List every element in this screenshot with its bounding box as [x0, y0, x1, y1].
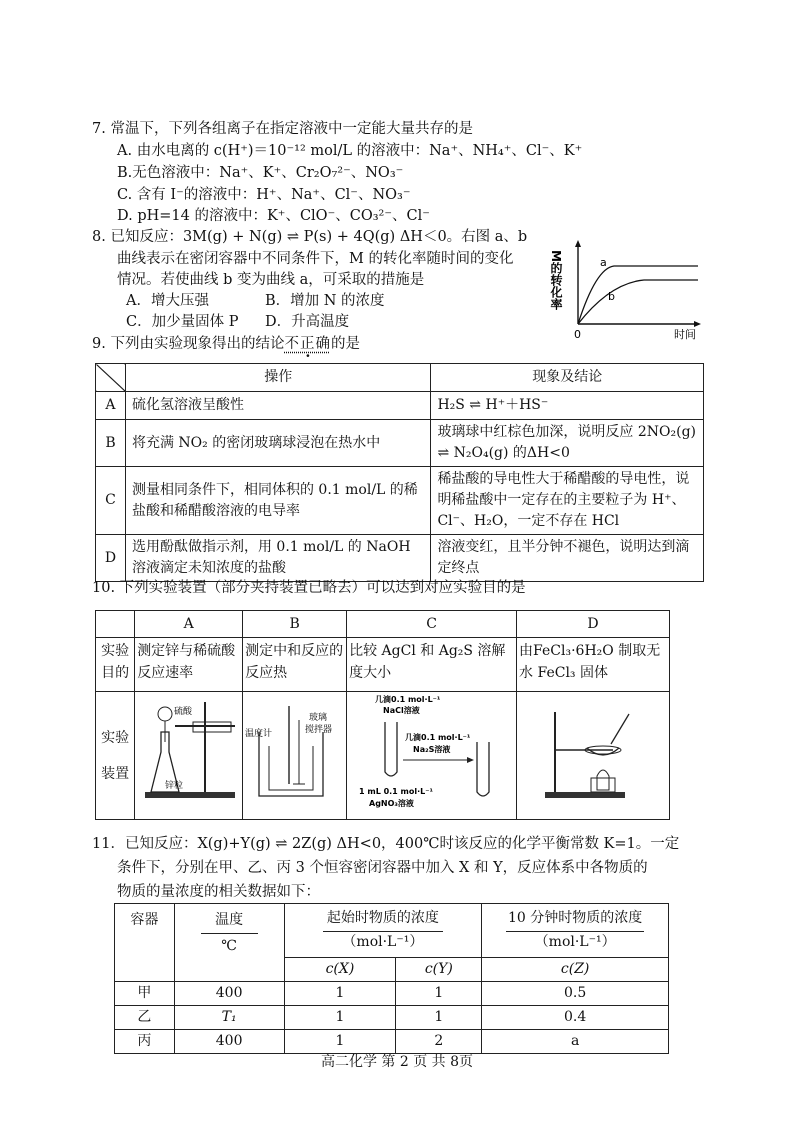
nacl-label-2: NaCl溶液: [383, 706, 420, 715]
q9-op-cell: 选用酚酞做指示剂，用 0.1 mol/L 的 NaOH 溶液滴定未知浓度的盐酸: [125, 535, 430, 582]
curve-b-label: b: [608, 290, 615, 303]
q9-op-cell: 将充满 NO₂ 的密闭玻璃球浸泡在热水中: [125, 420, 430, 467]
page-footer: 高二化学 第 2 页 共 8页: [320, 1054, 474, 1070]
q11-line2: 条件下，分别在甲、乙、丙 3 个恒容密闭容器中加入 X 和 Y，反应体系中各物质的: [117, 860, 648, 876]
q11-row-cz: 0.4: [482, 1006, 669, 1030]
q11-row-temp: 400: [174, 1030, 284, 1054]
q7-option-c: C. 含有 I⁻的溶液中：H⁺、Na⁺、Cl⁻、NO₃⁻: [117, 187, 411, 203]
q9-row-label: D: [96, 535, 126, 582]
q7-option-b: B.无色溶液中：Na⁺、K⁺、Cr₂O₇²⁻、NO₃⁻: [117, 165, 404, 181]
q11-table: [114, 903, 669, 1054]
q8-option-d: D．升高温度: [265, 314, 350, 330]
graph-origin: 0: [574, 328, 581, 341]
q11-row-cx: 1: [284, 1006, 396, 1030]
q11-h-init-unit: （mol·L⁻¹）: [323, 931, 444, 953]
q8-line2: 曲线表示在密闭容器中不同条件下，M 的转化率随时间的变化: [117, 251, 514, 267]
q11-h-temp-unit: ℃: [201, 933, 258, 957]
q11-h-cy: c(Y): [396, 958, 482, 982]
q11-line1: 11．已知反应：X(g)+Y(g) ⇌ 2Z(g) ΔH<0，400℃时该反应的化学平衡常数 K=1。一定: [92, 836, 680, 852]
q8-option-c: C．加少量固体 P: [126, 314, 239, 330]
q11-row-cx: 1: [284, 1030, 396, 1054]
q11-row-temp: T₁: [174, 1006, 284, 1030]
stirrer-label-1: 玻璃: [309, 713, 328, 723]
q10-purpose-d: 由FeCl₃·6H₂O 制取无水 FeCl₃ 固体: [517, 638, 670, 692]
thermometer-label: 温度计: [245, 729, 273, 739]
evaporation-figure: [517, 692, 667, 812]
q8-option-b: B．增加 N 的浓度: [265, 293, 385, 309]
nacl-label-1: 几滴0.1 mol·L⁻¹: [375, 695, 441, 704]
q10-col-d: D: [517, 611, 670, 638]
q9-table: [95, 363, 704, 582]
q9-title: [92, 334, 360, 355]
q9-res-cell: 稀盐酸的导电性大于稀醋酸的导电性，说明稀盐酸中一定存在的主要粒子为 H⁺、Cl⁻、H₂O，一定不存在 HCl: [431, 467, 704, 535]
q8-conversion-graph: [548, 238, 708, 342]
q11-row-cy: 1: [396, 982, 482, 1006]
q9-res-cell: 溶液变红，且半分钟不褪色，说明达到滴定终点: [431, 535, 704, 582]
na2s-label-2: Na₂S溶液: [413, 745, 451, 754]
q10-purpose-c: 比较 AgCl 和 Ag₂S 溶解度大小: [347, 638, 517, 692]
q8-option-a: A．增大压强: [126, 293, 209, 309]
q8-line3: 情况。若使曲线 b 变为曲线 a，可采取的措施是: [117, 272, 425, 288]
q9-row-label: A: [96, 392, 126, 420]
q11-row-cx: 1: [284, 982, 396, 1006]
q11-h-temp-cell: [174, 904, 284, 982]
q11-row-cz: a: [482, 1030, 669, 1054]
q11-row-name: 甲: [115, 982, 175, 1006]
q11-h-init: 起始时物质的浓度: [326, 910, 439, 926]
zinc-label: 锌粒: [165, 781, 184, 791]
q7-title: 7. 常温下，下列各组离子在指定溶液中一定能大量共存的是: [92, 121, 473, 137]
q9-title-pre: 9. 下列由实验现象得出的结论: [92, 336, 285, 352]
q10-apparatus-b: [243, 692, 347, 820]
q11-h-init-cell: [284, 904, 482, 958]
stirrer-label-2: 搅拌器: [305, 725, 333, 735]
q11-h-10min-unit: （mol·L⁻¹）: [506, 931, 644, 953]
graph-y-label: M的转化率: [549, 250, 563, 310]
precipitation-figure: [347, 692, 515, 812]
curve-a-label: a: [600, 256, 607, 269]
q10-apparatus-d: [517, 692, 670, 820]
q10-apparatus-a: [135, 692, 243, 820]
q9-title-emphasis: 不正确: [284, 336, 331, 352]
zinc-acid-apparatus-figure: [135, 692, 241, 812]
q8-line1: 8. 已知反应：3M(g) + N(g) ⇌ P(s) + 4Q(g) ΔH＜0。右图 a、b: [92, 229, 528, 245]
q11-h-temp: 温度: [215, 912, 244, 928]
q10-col-c: C: [347, 611, 517, 638]
q7-option-a: A. 由水电离的 c(H⁺)＝10⁻¹² mol/L 的溶液中：Na⁺、NH₄⁺、Cl⁻、K⁺: [117, 143, 583, 159]
q11-row-name: 丙: [115, 1030, 175, 1054]
q9-res-cell: H₂S ⇌ H⁺＋HS⁻: [431, 392, 704, 420]
q10-col-b: B: [243, 611, 347, 638]
q10-corner-cell: [96, 611, 135, 638]
q9-col-res: 现象及结论: [431, 364, 704, 392]
agno3-label-1: 1 mL 0.1 mol·L⁻¹: [359, 787, 434, 796]
q11-row-temp: 400: [174, 982, 284, 1006]
q11-h-10min: 10 分钟时物质的浓度: [508, 910, 643, 926]
calorimeter-figure: [243, 692, 345, 812]
q10-col-a: A: [135, 611, 243, 638]
q11-h-container: 容器: [115, 904, 175, 982]
q9-row-label: B: [96, 420, 126, 467]
q9-title-post: 的是: [330, 336, 360, 352]
q7-option-d: D. pH=14 的溶液中：K⁺、ClO⁻、CO₃²⁻、Cl⁻: [117, 208, 430, 224]
q11-h-cz: c(Z): [482, 958, 669, 982]
curve-b: [578, 280, 698, 324]
curve-a: [578, 266, 698, 324]
acid-label: 硫酸: [174, 707, 193, 717]
q11-row-cz: 0.5: [482, 982, 669, 1006]
na2s-label-1: 几滴0.1 mol·L⁻¹: [405, 733, 471, 742]
q9-col-op: 操作: [125, 364, 430, 392]
q10-apparatus-c: [347, 692, 517, 820]
q9-op-cell: 测量相同条件下，相同体积的 0.1 mol/L 的稀盐酸和稀醋酸溶液的电导率: [125, 467, 430, 535]
q10-table: [95, 610, 670, 820]
q11-row-cy: 2: [396, 1030, 482, 1054]
q11-h-cx: c(X): [284, 958, 396, 982]
q10-row-apparatus-label: 实验装置: [96, 692, 135, 820]
q10-purpose-a: 测定锌与稀硫酸反应速率: [135, 638, 243, 692]
agno3-label-2: AgNO₃溶液: [369, 799, 415, 808]
q10-title: 10. 下列实验装置（部分夹持装置已略去）可以达到对应实验目的是: [92, 580, 526, 596]
q9-op-cell: 硫化氢溶液呈酸性: [125, 392, 430, 420]
graph-x-label: 时间: [674, 328, 696, 341]
q11-row-name: 乙: [115, 1006, 175, 1030]
q9-row-label: C: [96, 467, 126, 535]
q11-row-cy: 1: [396, 1006, 482, 1030]
q10-row-purpose-label: 实验目的: [96, 638, 135, 692]
q10-purpose-b: 测定中和反应的反应热: [243, 638, 347, 692]
q11-h-10min-cell: [482, 904, 669, 958]
q11-line3: 物质的量浓度的相关数据如下：: [117, 884, 320, 900]
q9-corner-cell: [96, 364, 126, 392]
q9-res-cell: 玻璃球中红棕色加深，说明反应 2NO₂(g) ⇌ N₂O₄(g) 的ΔH<0: [431, 420, 704, 467]
